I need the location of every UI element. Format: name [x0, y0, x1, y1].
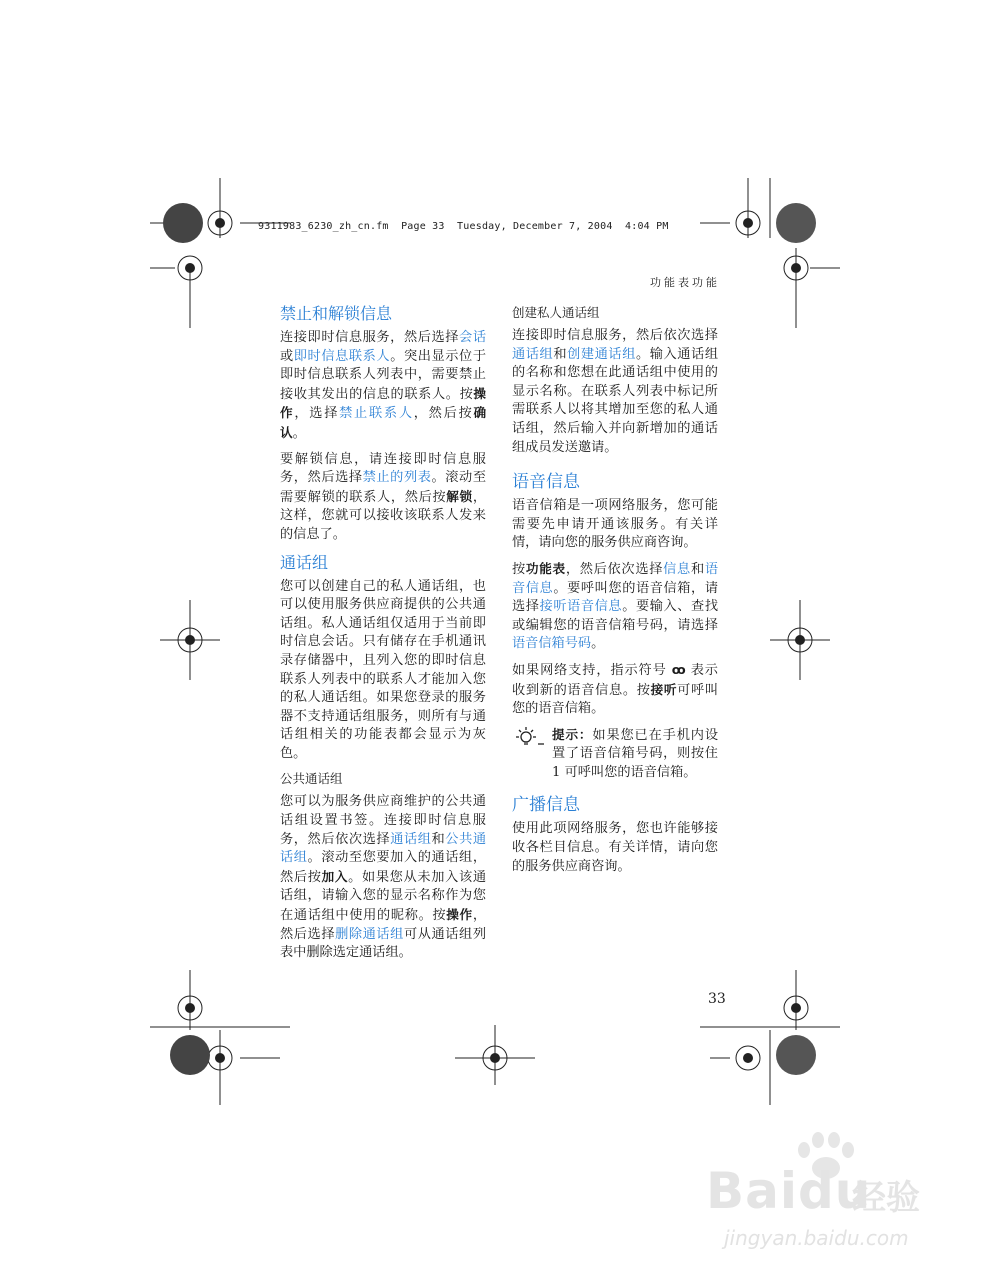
- key-name: 解锁: [446, 488, 473, 504]
- watermark-brand-cn: 经验: [852, 1178, 920, 1218]
- text-run: 。: [591, 636, 605, 652]
- text-run: 如果网络支持，指示符号: [512, 662, 672, 678]
- text-run: ，然后依次选择: [565, 561, 664, 577]
- text-run: 和: [553, 346, 568, 362]
- text-run: 。要呼叫您的语音信箱，请选择: [512, 580, 719, 615]
- menu-reference-link: 信息: [663, 561, 691, 577]
- file-info-header: 9311983_6230_zh_cn.fm Page 33 Tuesday, December 7, 2004 4:04 PM: [258, 221, 669, 232]
- menu-reference-link: 禁止联系人: [339, 406, 414, 422]
- paragraph: [512, 560, 718, 654]
- text-run: 。突出显示位于即时信息联系人列表中，需要禁止接收其发出的信息的联系人。按: [280, 348, 487, 402]
- text-run: 。滚动至需要解锁的联系人，然后按: [280, 470, 487, 505]
- paragraph: [280, 578, 486, 764]
- text-run: 连接即时信息服务，然后选择: [280, 330, 460, 345]
- paragraph: [280, 451, 486, 545]
- tip-text: [552, 726, 718, 783]
- menu-reference-link: 即时信息联系人: [293, 348, 391, 364]
- menu-reference-link: 公共通话组: [280, 831, 487, 866]
- text-run: 使用此项网络服务，您也许能够接收各栏目信息。有关详情，请向您的服务供应商咨询。: [512, 821, 718, 874]
- registration-mark-top-right: [700, 178, 840, 328]
- text-run: 和: [690, 561, 705, 577]
- heading-voice-messages: 语音信息: [512, 472, 580, 493]
- text-run: 。要输入、查找或编辑您的语音信箱号码，请选择: [512, 599, 719, 633]
- menu-reference-link: 语音信箱号码: [512, 636, 592, 652]
- text-run: ，然后选择: [280, 908, 487, 942]
- text-run: 您可以为服务供应商维护的公共通话组设置书签。连接即时信息服务，然后依次选择: [280, 794, 486, 847]
- text-run: 语音信箱是一项网络服务，您可能需要先申请开通该服务。有关详情，请向您的服务供应商咨询。: [512, 498, 718, 551]
- menu-reference-link: 删除通话组: [335, 926, 404, 942]
- menu-reference-link: 创建通话组: [567, 346, 636, 362]
- key-name: 操作: [280, 385, 486, 421]
- text-run: ，选择: [294, 406, 340, 422]
- text-run: ，这样，您就可以接收该联系人发来的信息了。: [280, 489, 487, 542]
- registration-mark-right-middle: [770, 600, 830, 680]
- text-run: 表示收到新的语音信息。按: [512, 662, 718, 698]
- text-run: 。滚动至您要加入的通话组，然后按: [280, 850, 487, 885]
- text-run: 如果您已在手机内设置了语音信箱号码，则按住: [552, 727, 719, 762]
- running-section-title: 功能表功能: [650, 276, 720, 289]
- registration-mark-left-middle: [160, 600, 220, 680]
- watermark-brand: Baidu: [706, 1162, 872, 1220]
- menu-reference-link: 通话组: [390, 831, 432, 847]
- paragraph: [512, 661, 718, 719]
- menu-reference-link: 语音信息: [512, 561, 719, 596]
- paragraph: [512, 327, 718, 457]
- right-column: [512, 304, 718, 883]
- text-run: 可呼叫您的语音信箱。: [512, 682, 719, 717]
- registration-mark-bottom-left: [150, 970, 290, 1105]
- tip-box: [512, 726, 718, 783]
- text-run: 1: [552, 764, 561, 780]
- paragraph: [512, 820, 718, 876]
- key-name: 操作: [446, 907, 473, 923]
- menu-reference-link: 通话组: [512, 346, 554, 362]
- key-name: 加入: [321, 868, 349, 884]
- registration-mark-top-left: [150, 178, 290, 328]
- page-number: 33: [708, 991, 726, 1007]
- text-run: 或: [280, 348, 294, 364]
- key-name: 接听: [650, 681, 678, 697]
- heading-broadcast-messages: 广播信息: [512, 795, 580, 816]
- heading-public-groups: 公共通话组: [280, 771, 343, 787]
- text-run: 。输入通话组的名称和您想在此通话组中使用的显示名称。在联系人列表中标记所需联系人以将其增加至您的私人通话组，然后输入并向新增加的通话组成员发送邀请。: [512, 346, 719, 455]
- menu-reference-link: 会话: [459, 330, 487, 345]
- key-name: 确认: [280, 405, 487, 440]
- lightbulb-icon: [512, 726, 544, 750]
- text-run: 和: [431, 831, 446, 847]
- text-run: 可从通话组列表中删除选定通话组。: [280, 926, 487, 961]
- menu-reference-link: 接听语音信息: [539, 599, 623, 615]
- key-name: 功能表: [525, 560, 566, 576]
- heading-talk-groups: 通话组: [280, 552, 329, 572]
- text-run: 。如果您从未加入该通话组，请输入您的显示名称作为您在通话组中使用的昵称。按: [280, 869, 487, 924]
- text-run: ，然后按: [413, 406, 474, 422]
- registration-mark-bottom-center: [455, 1025, 535, 1105]
- text-run: 可呼叫您的语音信箱。: [560, 764, 697, 780]
- paragraph: [280, 793, 486, 962]
- text-run: 按: [512, 561, 526, 577]
- paragraph: [280, 329, 486, 444]
- paragraph: [512, 497, 718, 553]
- key-name: ꝏ: [671, 661, 686, 677]
- watermark-url: jingyan.baidu.com: [724, 1226, 909, 1250]
- text-run: 要解锁信息，请连接即时信息服务，然后选择: [280, 451, 486, 486]
- text-run: 。: [292, 425, 306, 441]
- heading-create-private-group: 创建私人通话组: [512, 305, 600, 320]
- text-run: 您可以创建自己的私人通话组，也可以使用服务供应商提供的公共通话组。私人通话组仅适用于当前即时信息会话。只有储存在手机通讯录存储器中，且列入您的即时信息联系人列表中的联系人才能加入您的私人通话组。如果您登录的服务器不支持通话组服务，则所有与通话组相关的功能表都会显示为灰色。: [280, 578, 486, 761]
- menu-reference-link: 禁止的列表: [362, 470, 432, 486]
- heading-block-unblock-messages: 禁止和解锁信息: [280, 304, 393, 323]
- key-name: 提示：: [552, 726, 593, 742]
- left-column: [280, 303, 486, 970]
- text-run: 连接即时信息服务，然后依次选择: [512, 328, 718, 343]
